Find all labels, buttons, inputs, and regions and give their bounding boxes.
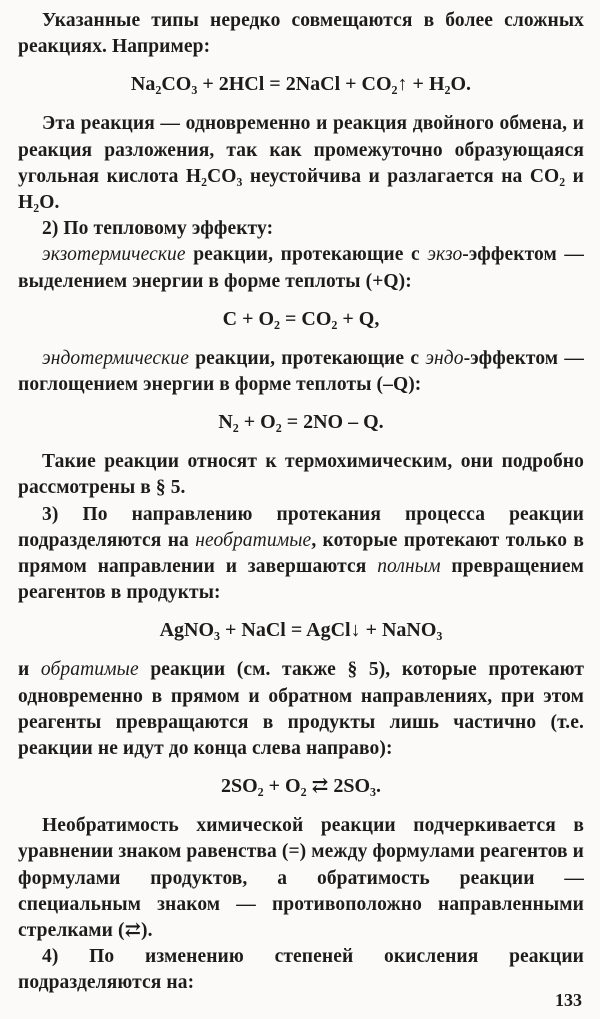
equation-silver-nitrate: AgNO₃ + NaCl = AgCl↓ + NaNO₃ xyxy=(159,619,443,642)
term-endothermic: эндотермические xyxy=(42,347,189,369)
paragraph-thermal-heading: 2) По тепловому эффекту: xyxy=(42,218,274,240)
reversible-text-start: и xyxy=(18,659,41,681)
paragraph-exothermic xyxy=(18,242,584,294)
equation-carbon-combustion: C + O₂ = CO₂ + Q, xyxy=(222,307,380,330)
term-exothermic: экзотермические xyxy=(42,244,186,266)
exothermic-text-end: -эффектом — выделением энергии в форме теплоты (+Q): xyxy=(18,244,585,292)
direction-text-start: 3) По направлению протекания процесса реакции подразделяются на xyxy=(18,503,584,551)
reversible-text-end: реакции (см. также § 5), которые протекают одновременно в прямом и обратном направлениях, при этом реагенты превращаются в продукты лишь частично (т.е. реакции не идут до конца слева направо): xyxy=(18,659,584,760)
term-exo-prefix: экзо xyxy=(427,244,463,266)
paragraph-oxidation: 4) По изменению степеней окисления реакции подразделяются на: xyxy=(18,946,584,994)
direction-text-mid: , которые протекают только в прямом направлении и завершаются xyxy=(18,529,584,578)
exothermic-text-mid: реакции, протекающие с xyxy=(185,244,428,266)
term-irreversible: необратимые xyxy=(195,529,312,551)
equation-sulfur-dioxide: 2SO₂ + O₂ ⇄ 2SO₃. xyxy=(220,775,382,798)
term-reversible: обратимые xyxy=(40,659,139,681)
endothermic-text-end: -эффектом — поглощением энергии в форме теплоты (–Q): xyxy=(18,347,585,396)
paragraph-intro: Указанные типы нередко совмещаются в более сложных реакциях. Например: xyxy=(18,10,584,58)
paragraph-thermochemical: Такие реакции относят к термохимическим, они подробно рассмотрены в § 5. xyxy=(18,451,584,499)
term-endo-prefix: эндо xyxy=(425,347,464,369)
paragraph-irreversibility: Необратимость химической реакции подчеркивается в уравнении знаком равенства (=) между формулами реагентов и формулами продуктов, а обратимость реакции — специальным знаком — противоположно направленными стрелками (⇄). xyxy=(18,815,584,942)
equation-nitrogen-oxide: N₂ + O₂ = 2NO – Q. xyxy=(218,411,384,434)
paragraph-reversible xyxy=(18,657,584,762)
direction-text-end: превращением реагентов в продукты: xyxy=(18,556,585,604)
page-number: 133 xyxy=(555,990,582,1010)
paragraph-direction xyxy=(18,502,584,607)
paragraph-double-exchange: Эта реакция — одновременно и реакция двойного обмена, и реакция разложения, так как промежуточно образующаяся угольная кислота H₂CO₃ неустойчива и разлагается на CO₂ и H₂O. xyxy=(18,113,584,214)
page-content xyxy=(18,8,584,997)
equation-sodium-carbonate: Na₂CO₃ + 2HCl = 2NaCl + CO₂↑ + H₂O. xyxy=(130,73,472,96)
term-complete: полным xyxy=(377,556,441,578)
endothermic-text-mid: реакции, протекающие с xyxy=(188,347,426,369)
paragraph-endothermic xyxy=(18,346,584,398)
